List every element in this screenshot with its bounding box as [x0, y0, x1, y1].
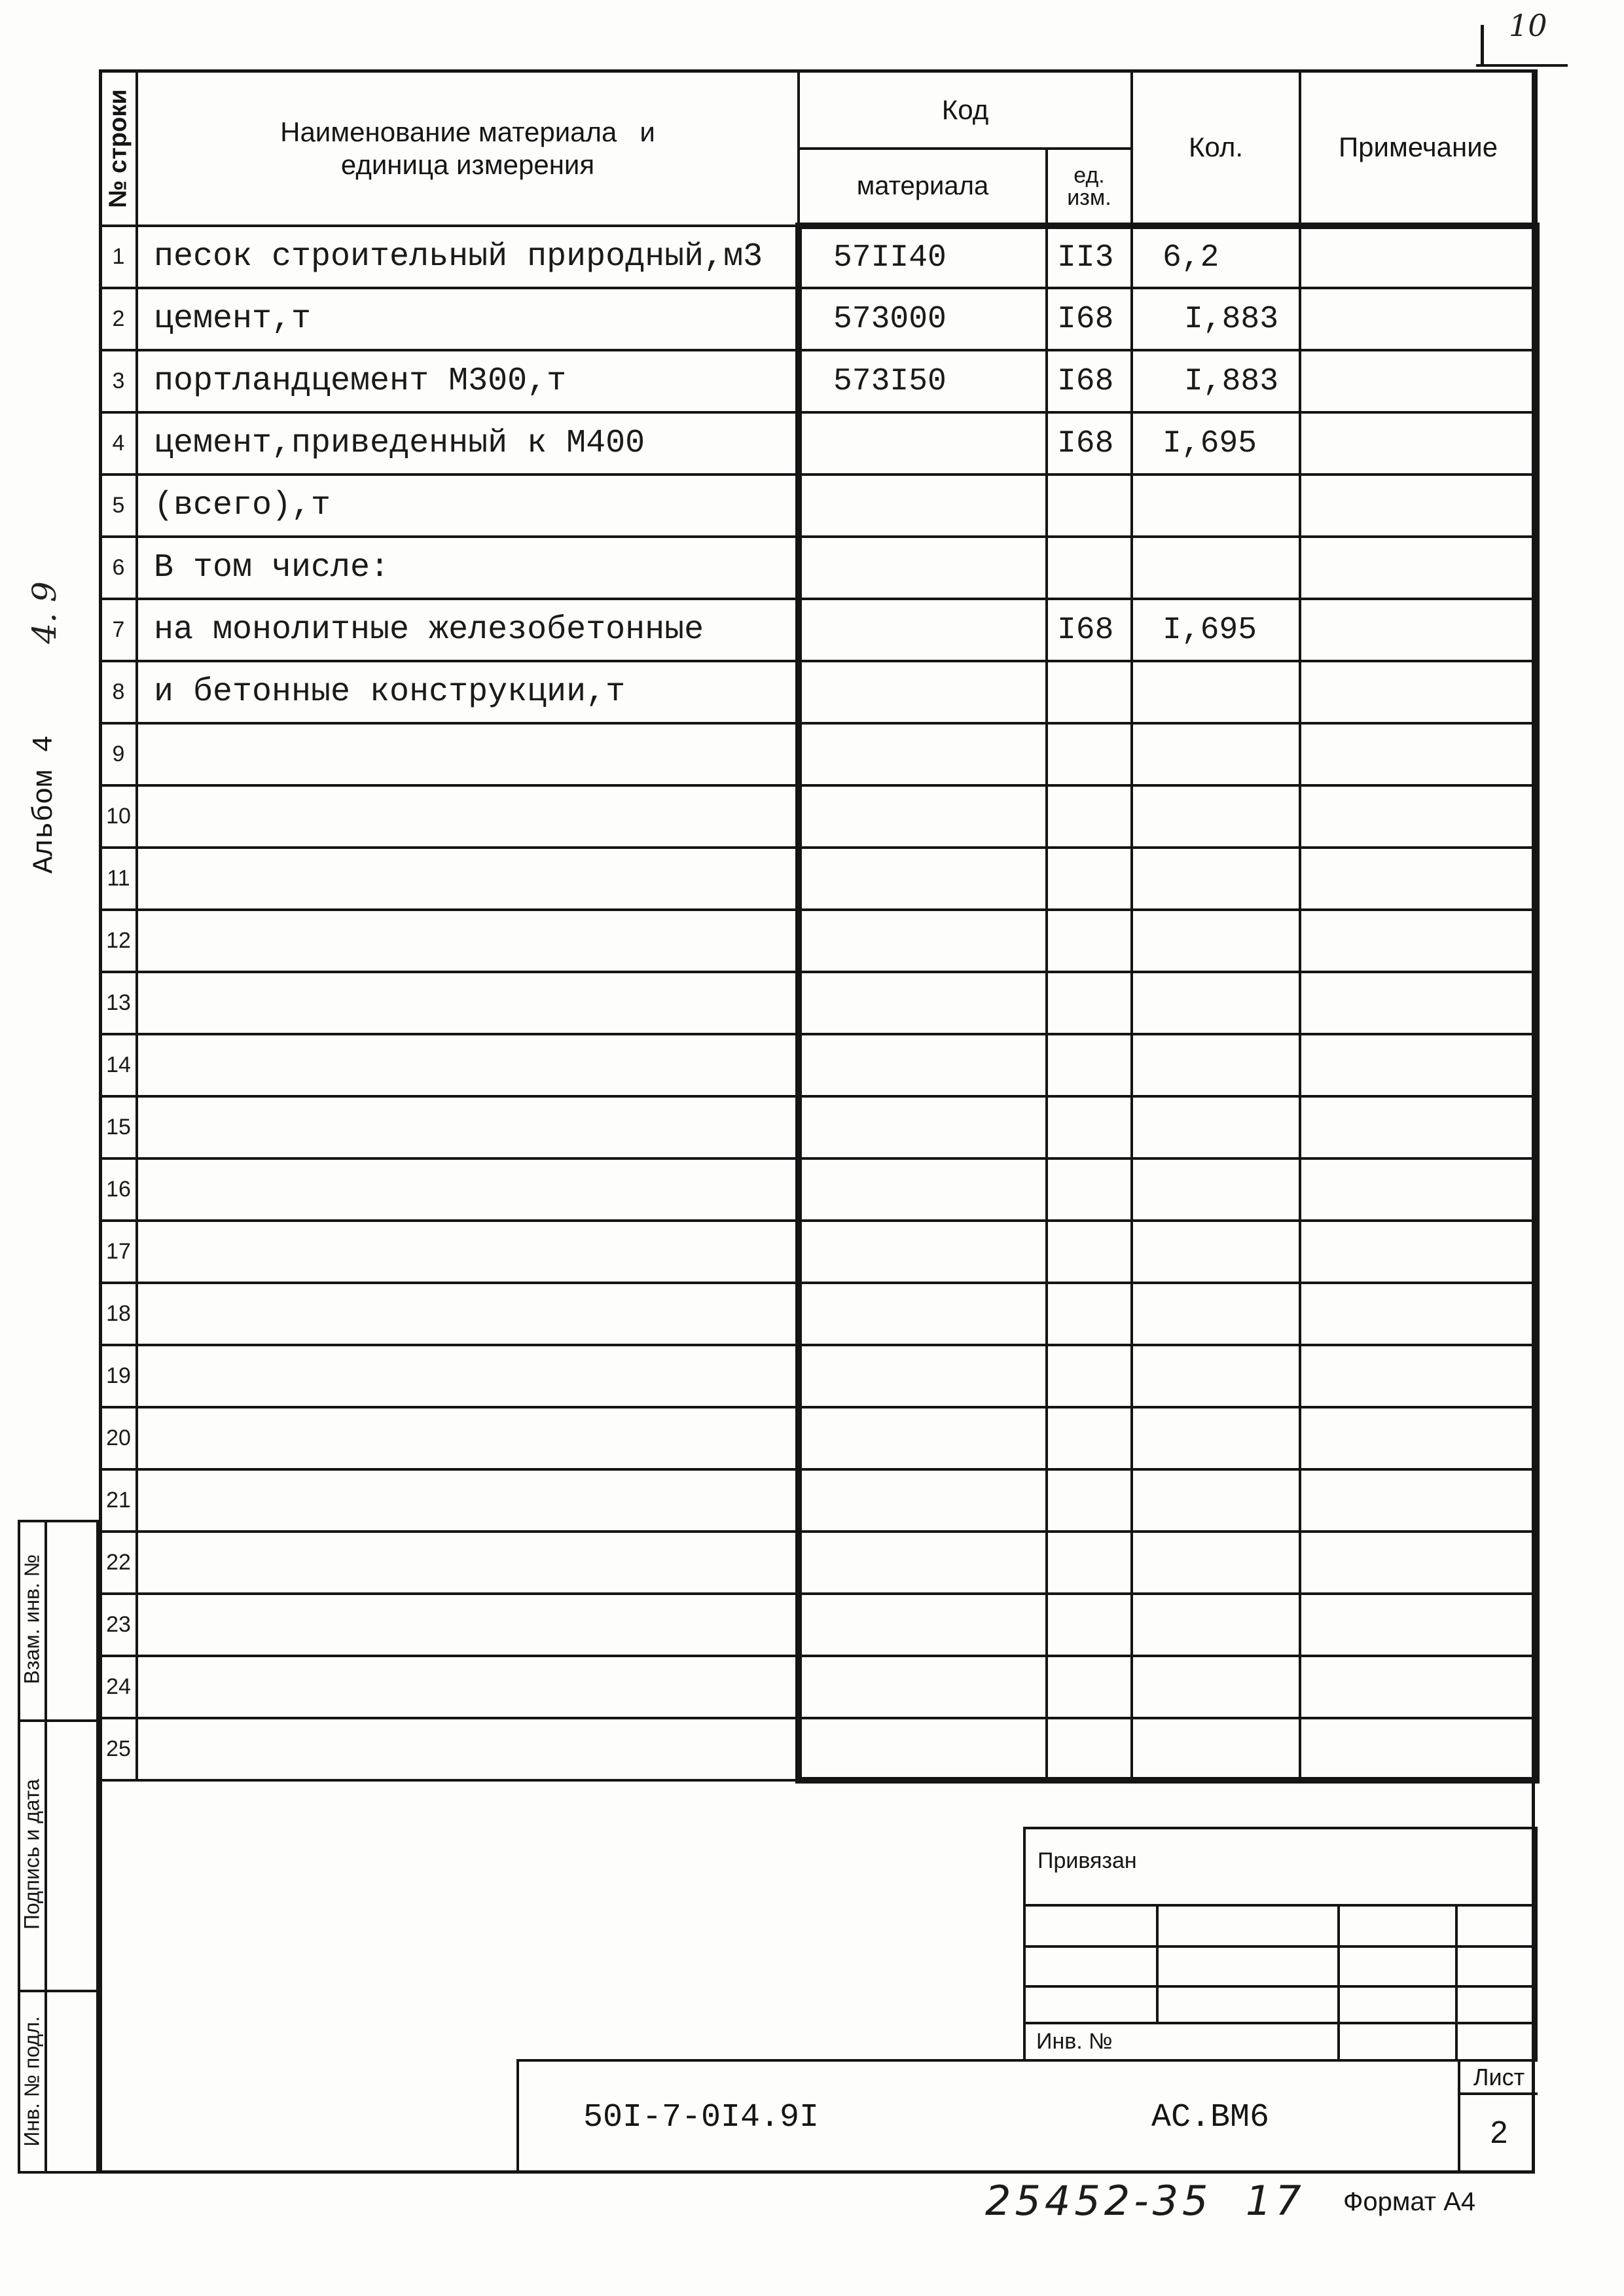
- header-material-name-line2: единица измерения: [340, 149, 595, 180]
- table-row: [100, 1594, 1536, 1656]
- header-material-code: материала: [799, 149, 1047, 226]
- unit-code-cell: [1047, 910, 1132, 972]
- material-name-cell: [137, 972, 799, 1034]
- note-cell: [1300, 1034, 1536, 1096]
- table-row: [100, 972, 1536, 1034]
- table-row: [100, 723, 1536, 785]
- note-cell: [1300, 848, 1536, 910]
- note-cell: [1300, 910, 1536, 972]
- material-code-cell: [799, 599, 1047, 661]
- unit-code-cell: [1047, 1345, 1132, 1407]
- note-cell: [1300, 972, 1536, 1034]
- material-code-cell: [799, 537, 1047, 599]
- row-number-cell: 7: [100, 599, 137, 661]
- linkage-stamp: [1023, 1827, 1538, 2062]
- stamp-cell: [1157, 1946, 1339, 1986]
- table-row: [100, 1656, 1536, 1718]
- note-cell: [1300, 412, 1536, 475]
- row-number-cell: 4: [100, 412, 137, 475]
- stamp-cell: [1157, 1986, 1339, 2023]
- material-code-cell: [799, 1594, 1047, 1656]
- material-code-cell: [799, 1221, 1047, 1283]
- row-number-cell: 14: [100, 1034, 137, 1096]
- table-row: [100, 1469, 1536, 1532]
- material-name-cell: В том числе:: [137, 537, 799, 599]
- stamp-cell: [1456, 1905, 1536, 1946]
- header-unit-line1: ед.: [1074, 162, 1105, 188]
- material-name-cell: [137, 1469, 799, 1532]
- material-code-cell: [799, 1656, 1047, 1718]
- material-name-cell: [137, 1221, 799, 1283]
- material-code-cell: [799, 1718, 1047, 1780]
- quantity-cell: [1132, 1345, 1300, 1407]
- table-row: [100, 350, 1536, 412]
- unit-code-cell: [1047, 661, 1132, 723]
- inventory-label: Инв. №: [1036, 2029, 1113, 2054]
- material-code-cell: [799, 1283, 1047, 1345]
- side-stamp-divider: [45, 1522, 47, 2171]
- note-cell: [1300, 1594, 1536, 1656]
- material-name-cell: [137, 1407, 799, 1469]
- row-number-cell: 16: [100, 1158, 137, 1221]
- row-number-cell: 24: [100, 1656, 137, 1718]
- material-name-cell: [137, 1656, 799, 1718]
- unit-code-cell: I68: [1047, 599, 1132, 661]
- material-code-cell: [799, 475, 1047, 537]
- material-name-cell: [137, 1718, 799, 1780]
- stamp-cell: [1339, 2023, 1456, 2060]
- note-cell: [1300, 1345, 1536, 1407]
- material-code-cell: [799, 848, 1047, 910]
- material-code-cell: [799, 910, 1047, 972]
- unit-code-cell: [1047, 475, 1132, 537]
- note-cell: [1300, 1096, 1536, 1158]
- note-cell: [1300, 661, 1536, 723]
- unit-code-cell: [1047, 1469, 1132, 1532]
- unit-code-cell: [1047, 723, 1132, 785]
- linked-label: Привязан: [1038, 1848, 1137, 1873]
- note-cell: [1300, 1656, 1536, 1718]
- quantity-cell: I,883: [1132, 350, 1300, 412]
- material-code-cell: [799, 1034, 1047, 1096]
- album-note: 4. 9: [26, 581, 63, 644]
- material-name-cell: [137, 723, 799, 785]
- row-number-cell: 20: [100, 1407, 137, 1469]
- row-number-cell: 9: [100, 723, 137, 785]
- unit-code-cell: [1047, 848, 1132, 910]
- table-row: [100, 1158, 1536, 1221]
- header-code: Код: [799, 71, 1132, 149]
- header-unit-code: [1047, 149, 1132, 226]
- stamp-cell: [1024, 1946, 1157, 1986]
- quantity-cell: [1132, 1158, 1300, 1221]
- note-cell: [1300, 350, 1536, 412]
- row-number-cell: 22: [100, 1532, 137, 1594]
- quantity-cell: I,883: [1132, 288, 1300, 350]
- table-row: [100, 1532, 1536, 1594]
- material-code-cell: [799, 1158, 1047, 1221]
- table-row: [100, 1407, 1536, 1469]
- material-name-cell: и бетонные конструкции,т: [137, 661, 799, 723]
- unit-code-cell: I68: [1047, 412, 1132, 475]
- unit-code-cell: [1047, 1158, 1132, 1221]
- quantity-cell: [1132, 910, 1300, 972]
- material-name-cell: [137, 1034, 799, 1096]
- stamp-cell: [1024, 1905, 1157, 1946]
- sheet-mark-underline: [1476, 64, 1568, 67]
- unit-code-cell: [1047, 1096, 1132, 1158]
- row-number-cell: 15: [100, 1096, 137, 1158]
- quantity-cell: [1132, 785, 1300, 848]
- material-code-cell: [799, 972, 1047, 1034]
- material-code-cell: [799, 785, 1047, 848]
- material-code-cell: [799, 1407, 1047, 1469]
- material-code-cell: [799, 1096, 1047, 1158]
- row-number-cell: 21: [100, 1469, 137, 1532]
- unit-code-cell: II3: [1047, 226, 1132, 288]
- quantity-cell: [1132, 1034, 1300, 1096]
- stamp-cell: [1456, 1986, 1536, 2023]
- note-cell: [1300, 1221, 1536, 1283]
- material-name-cell: [137, 1096, 799, 1158]
- unit-code-cell: [1047, 537, 1132, 599]
- unit-code-cell: I68: [1047, 288, 1132, 350]
- unit-code-cell: [1047, 1221, 1132, 1283]
- note-cell: [1300, 723, 1536, 785]
- note-cell: [1300, 785, 1536, 848]
- note-cell: [1300, 1283, 1536, 1345]
- header-row: [100, 71, 1536, 149]
- unit-code-cell: [1047, 1407, 1132, 1469]
- table-row: [100, 412, 1536, 475]
- document-number: 50I-7-0I4.9I: [583, 2099, 820, 2136]
- quantity-cell: I,695: [1132, 599, 1300, 661]
- row-number-cell: 23: [100, 1594, 137, 1656]
- unit-code-cell: [1047, 972, 1132, 1034]
- quantity-cell: [1132, 1469, 1300, 1532]
- row-number-cell: 25: [100, 1718, 137, 1780]
- linkage-stamp-row: [1024, 1905, 1536, 1946]
- linked-label-cell: [1024, 1828, 1536, 1905]
- sheet-mark-tick: [1481, 25, 1484, 65]
- quantity-cell: [1132, 537, 1300, 599]
- quantity-cell: [1132, 1283, 1300, 1345]
- unit-code-cell: [1047, 1532, 1132, 1594]
- header-row-number: [100, 71, 137, 226]
- material-name-cell: [137, 785, 799, 848]
- side-stamp-divider: [20, 1990, 96, 1992]
- quantity-cell: [1132, 1096, 1300, 1158]
- material-name-cell: [137, 1283, 799, 1345]
- header-note: Примечание: [1300, 71, 1536, 226]
- material-code-cell: [799, 723, 1047, 785]
- unit-code-cell: [1047, 1283, 1132, 1345]
- row-number-cell: 18: [100, 1283, 137, 1345]
- material-name-cell: (всего),т: [137, 475, 799, 537]
- signature-date-label: Подпись и дата: [20, 1778, 44, 1930]
- linkage-stamp-row: [1024, 2023, 1536, 2060]
- material-code-cell: [799, 412, 1047, 475]
- original-inventory-label: Инв. № подл.: [20, 2016, 44, 2147]
- note-cell: [1300, 1469, 1536, 1532]
- material-code-cell: [799, 1532, 1047, 1594]
- row-number-cell: 3: [100, 350, 137, 412]
- quantity-cell: [1132, 848, 1300, 910]
- linkage-stamp-row: [1024, 1946, 1536, 1986]
- quantity-cell: [1132, 972, 1300, 1034]
- album-label: Альбом 4: [28, 735, 61, 874]
- table-row: [100, 288, 1536, 350]
- header-row-number-label: № строки: [104, 88, 132, 208]
- table-row: [100, 1345, 1536, 1407]
- quantity-cell: [1132, 661, 1300, 723]
- quantity-cell: [1132, 1221, 1300, 1283]
- table-row: [100, 226, 1536, 288]
- row-number-cell: 13: [100, 972, 137, 1034]
- table-row: [100, 785, 1536, 848]
- header-material-name: [137, 71, 799, 226]
- unit-code-cell: [1047, 1718, 1132, 1780]
- note-cell: [1300, 1718, 1536, 1780]
- material-code-cell: 573I50: [799, 350, 1047, 412]
- unit-code-cell: [1047, 785, 1132, 848]
- quantity-cell: 6,2: [1132, 226, 1300, 288]
- table-row: [100, 1283, 1536, 1345]
- format-label: Формат А4: [1343, 2187, 1476, 2216]
- row-number-cell: 8: [100, 661, 137, 723]
- sheet-box: [1458, 2062, 1538, 2174]
- material-code-cell: 573000: [799, 288, 1047, 350]
- table-header: [100, 71, 1536, 226]
- handwritten-number: 25452-35 17: [985, 2177, 1305, 2225]
- side-stamp-divider: [20, 1719, 96, 1722]
- row-number-cell: 17: [100, 1221, 137, 1283]
- table-row: [100, 1034, 1536, 1096]
- linkage-stamp-row: [1024, 1828, 1536, 1905]
- linkage-stamp-row: [1024, 1986, 1536, 2023]
- materials-table: [99, 69, 1540, 1784]
- material-name-cell: [137, 1345, 799, 1407]
- unit-code-cell: [1047, 1034, 1132, 1096]
- material-code-cell: 57II40: [799, 226, 1047, 288]
- material-name-cell: на монолитные железобетонные: [137, 599, 799, 661]
- table-row: [100, 1096, 1536, 1158]
- table-row: [100, 661, 1536, 723]
- quantity-cell: [1132, 1532, 1300, 1594]
- material-code-cell: [799, 661, 1047, 723]
- inventory-cell: [1024, 2023, 1339, 2060]
- table-body: [100, 226, 1536, 1780]
- quantity-cell: I,695: [1132, 412, 1300, 475]
- table-row: [100, 475, 1536, 537]
- material-code-cell: [799, 1469, 1047, 1532]
- stamp-cell: [1157, 1905, 1339, 1946]
- row-number-cell: 11: [100, 848, 137, 910]
- stamp-cell: [1456, 2023, 1536, 2060]
- table-row: [100, 848, 1536, 910]
- material-name-cell: [137, 848, 799, 910]
- note-cell: [1300, 537, 1536, 599]
- quantity-cell: [1132, 1407, 1300, 1469]
- table-row: [100, 910, 1536, 972]
- note-cell: [1300, 1407, 1536, 1469]
- material-name-cell: портландцемент М300,т: [137, 350, 799, 412]
- note-cell: [1300, 226, 1536, 288]
- row-number-cell: 10: [100, 785, 137, 848]
- unit-code-cell: [1047, 1594, 1132, 1656]
- quantity-cell: [1132, 1656, 1300, 1718]
- note-cell: [1300, 1532, 1536, 1594]
- material-name-cell: [137, 1158, 799, 1221]
- unit-code-cell: I68: [1047, 350, 1132, 412]
- row-number-cell: 12: [100, 910, 137, 972]
- quantity-cell: [1132, 475, 1300, 537]
- unit-code-cell: [1047, 1656, 1132, 1718]
- note-cell: [1300, 288, 1536, 350]
- material-name-cell: песок строительный природный,м3: [137, 226, 799, 288]
- table-row: [100, 1221, 1536, 1283]
- document-code: АС.ВМ6: [1151, 2099, 1270, 2136]
- table-row: [100, 1718, 1536, 1780]
- replaced-inventory-label: Взам. инв. №: [20, 1554, 44, 1685]
- row-number-cell: 6: [100, 537, 137, 599]
- stamp-cell: [1339, 1905, 1456, 1946]
- table-row: [100, 537, 1536, 599]
- note-cell: [1300, 475, 1536, 537]
- stamp-cell: [1339, 1946, 1456, 1986]
- material-name-cell: [137, 910, 799, 972]
- material-name-cell: цемент,приведенный к М400: [137, 412, 799, 475]
- quantity-cell: [1132, 723, 1300, 785]
- sheet-number: 2: [1490, 2115, 1508, 2150]
- header-quantity: Кол.: [1132, 71, 1300, 226]
- quantity-cell: [1132, 1594, 1300, 1656]
- header-unit-line2: изм.: [1067, 185, 1111, 210]
- note-cell: [1300, 1158, 1536, 1221]
- quantity-cell: [1132, 1718, 1300, 1780]
- header-material-name-line1: Наименование материала и: [280, 116, 655, 147]
- sheet-label: Лист: [1460, 2062, 1538, 2095]
- row-number-cell: 1: [100, 226, 137, 288]
- row-number-cell: 2: [100, 288, 137, 350]
- stamp-cell: [1024, 1986, 1157, 2023]
- material-code-cell: [799, 1345, 1047, 1407]
- row-number-cell: 19: [100, 1345, 137, 1407]
- stamp-cell: [1339, 1986, 1456, 2023]
- material-name-cell: [137, 1532, 799, 1594]
- stamp-cell: [1456, 1946, 1536, 1986]
- material-name-cell: цемент,т: [137, 288, 799, 350]
- note-cell: [1300, 599, 1536, 661]
- row-number-cell: 5: [100, 475, 137, 537]
- material-name-cell: [137, 1594, 799, 1656]
- sheet-mark-number: 10: [1509, 8, 1547, 43]
- table-row: [100, 599, 1536, 661]
